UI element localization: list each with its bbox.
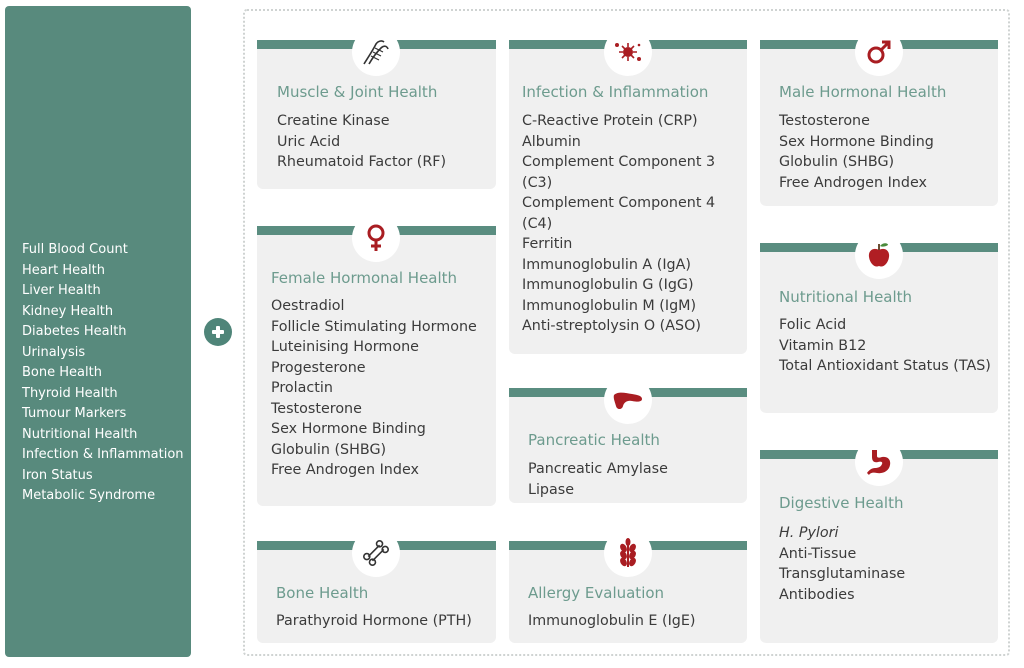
card-title: Nutritional Health (779, 288, 913, 306)
test-item: Ferritin (522, 236, 573, 252)
test-item: Pancreatic Amylase (528, 461, 668, 477)
muscle-icon (352, 28, 400, 76)
test-item: Progesterone (271, 359, 366, 376)
stomach-icon (855, 438, 903, 486)
card-title: Digestive Health (779, 494, 904, 512)
category-item: Nutritional Health (22, 426, 138, 442)
category-item: Kidney Health (22, 303, 114, 319)
test-item: Globulin (SHBG) (271, 441, 387, 458)
card-digestive-health (760, 450, 998, 643)
test-item: Lipase (528, 481, 575, 498)
test-item: Prolactin (271, 380, 333, 396)
female-symbol-icon (352, 214, 400, 262)
card-pancreatic-health (509, 388, 747, 503)
wheat-icon (604, 529, 652, 577)
category-item: Infection & Inflammation (22, 447, 184, 462)
test-item: Vitamin B12 (779, 337, 867, 354)
card-allergy-evaluation (509, 541, 747, 643)
test-item: (C4) (522, 215, 553, 232)
test-item: Immunoglobulin E (IgE) (528, 613, 696, 629)
card-test-list (271, 296, 477, 481)
card-test-list (779, 111, 934, 193)
virus-icon (604, 28, 652, 76)
card-test-list (277, 111, 446, 173)
card-title: Female Hormonal Health (271, 269, 458, 287)
test-item: Transglutaminase (779, 566, 906, 582)
test-categories-panel (5, 6, 191, 657)
card-title: Infection & Inflammation (522, 83, 709, 101)
plus-icon (204, 318, 232, 346)
test-item: Anti-Tissue (779, 545, 857, 562)
card-bone-health (257, 541, 496, 643)
test-item: Albumin (522, 133, 581, 150)
test-item: Immunoglobulin A (IgA) (522, 256, 691, 273)
category-item: Urinalysis (22, 344, 86, 360)
category-item: Bone Health (22, 365, 102, 380)
test-item: Rheumatoid Factor (RF) (277, 154, 447, 170)
card-male-hormonal-health (760, 40, 998, 206)
test-item: Follicle Stimulating Hormone (271, 318, 477, 335)
apple-icon (855, 231, 903, 279)
card-test-list (522, 111, 715, 337)
card-test-list (528, 611, 695, 632)
test-item: Immunoglobulin G (IgG) (522, 277, 694, 293)
category-item: Tumour Markers (22, 406, 127, 421)
category-item: Diabetes Health (22, 324, 127, 339)
pancreas-icon (604, 376, 652, 424)
test-item: Uric Acid (277, 133, 341, 150)
test-item: Luteinising Hormone (271, 339, 419, 355)
test-item: Globulin (SHBG) (779, 154, 895, 170)
category-item: Iron Status (22, 467, 93, 483)
test-item: Total Antioxidant Status (TAS) (779, 358, 991, 374)
card-test-list (276, 611, 472, 632)
category-item: Heart Health (22, 262, 106, 278)
test-item: Parathyroid Hormone (PTH) (276, 613, 472, 629)
category-item: Thyroid Health (22, 385, 118, 401)
card-test-list (528, 459, 668, 500)
test-item: H. Pylori (779, 525, 839, 541)
test-item: Testosterone (779, 113, 870, 129)
test-item: Complement Component 4 (522, 195, 716, 211)
card-title: Bone Health (276, 584, 369, 602)
test-item: Immunoglobulin M (IgM) (522, 297, 697, 314)
test-item: Sex Hormone Binding (271, 421, 426, 437)
category-list (22, 240, 184, 507)
card-female-hormonal-health (257, 226, 496, 506)
test-item: Sex Hormone Binding (779, 133, 934, 150)
card-nutritional-health (760, 243, 998, 413)
test-item: (C3) (522, 174, 553, 191)
test-item: Oestradiol (271, 298, 345, 314)
card-test-list (779, 523, 905, 605)
male-symbol-icon (855, 28, 903, 76)
test-item: C-Reactive Protein (CRP) (522, 113, 698, 129)
card-infection-inflammation (509, 40, 747, 354)
card-muscle-joint-health (257, 40, 496, 189)
test-item: Complement Component 3 (522, 154, 716, 170)
category-item: Full Blood Count (22, 242, 128, 257)
test-item: Free Androgen Index (271, 462, 419, 478)
bone-icon (352, 529, 400, 577)
card-title: Male Hormonal Health (779, 83, 947, 101)
test-item: Creatine Kinase (277, 113, 390, 129)
category-item: Metabolic Syndrome (22, 488, 156, 503)
test-item: Testosterone (271, 400, 362, 417)
card-title: Allergy Evaluation (528, 584, 665, 602)
category-item: Liver Health (22, 283, 101, 298)
test-item: Free Androgen Index (779, 174, 927, 191)
test-item: Folic Acid (779, 317, 847, 333)
card-title: Muscle & Joint Health (277, 83, 438, 101)
test-item: Antibodies (779, 586, 855, 603)
card-test-list (779, 315, 991, 377)
test-item: Anti-streptolysin O (ASO) (522, 318, 701, 334)
card-title: Pancreatic Health (528, 431, 660, 449)
